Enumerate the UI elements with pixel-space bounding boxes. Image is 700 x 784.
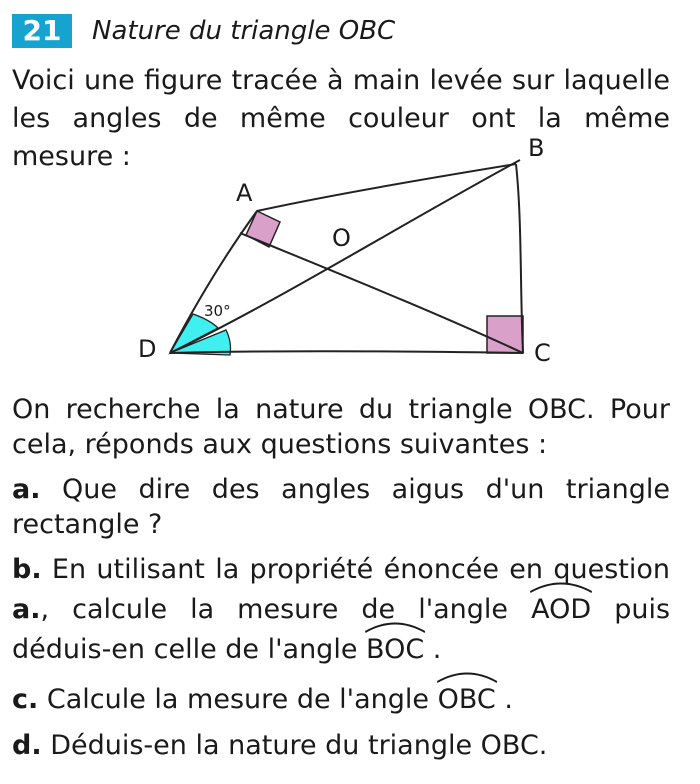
question-c [12, 678, 670, 717]
exercise-title: Nature du triangle OBC [92, 16, 396, 46]
angle-aod: AOD [531, 588, 591, 628]
question-c-text: Calcule la mesure de l'angle [46, 684, 429, 715]
question-b-text-1: En utilisant la propriété énoncée en question [51, 554, 670, 585]
label-d: D [138, 335, 157, 363]
angle-boc: BOC [366, 628, 424, 668]
question-b-ref: a. [12, 594, 41, 625]
question-b-label: b. [12, 554, 42, 585]
question-a-label: a. [12, 474, 41, 505]
label-a: A [236, 179, 253, 207]
label-c: C [534, 339, 551, 367]
angle-hat-icon [364, 619, 426, 633]
question-a-text: Que dire des angles aigus d'un triangle rectangle ? [12, 474, 670, 540]
diagonal-db [170, 160, 520, 353]
question-c-end: . [504, 684, 513, 715]
question-b-text-3: puis déduis-en celle de l'angle [12, 594, 671, 665]
context-text: On recherche la nature du triangle OBC. Pour cela, réponds aux questions suivantes : [12, 394, 670, 460]
exercise-number: 21 [12, 14, 72, 48]
question-a [12, 472, 670, 542]
label-o: O [332, 224, 351, 252]
angle-label-30: 30° [204, 302, 231, 320]
question-d [12, 728, 670, 763]
label-b: B [528, 135, 545, 162]
right-angle-marker-c [487, 316, 523, 353]
angle-hat-icon [436, 669, 498, 683]
question-b [12, 552, 670, 668]
side-dc [170, 351, 523, 353]
exercise-header [12, 14, 395, 48]
angle-hat-icon [529, 579, 593, 593]
side-ab [257, 164, 516, 211]
question-b-text-4: . [432, 634, 442, 665]
triangle-figure [130, 135, 580, 380]
question-d-text: Déduis-en la nature du triangle OBC. [50, 730, 548, 761]
intro-text: Voici une figure tracée à main levée sur laquelle les angles de même couleur ont la même mesure : [12, 65, 670, 172]
question-b-text-2: , calcule la mesure de l'angle [40, 594, 509, 625]
question-c-label: c. [12, 684, 39, 715]
angle-obc: OBC [438, 678, 496, 717]
question-d-label: d. [12, 730, 42, 761]
